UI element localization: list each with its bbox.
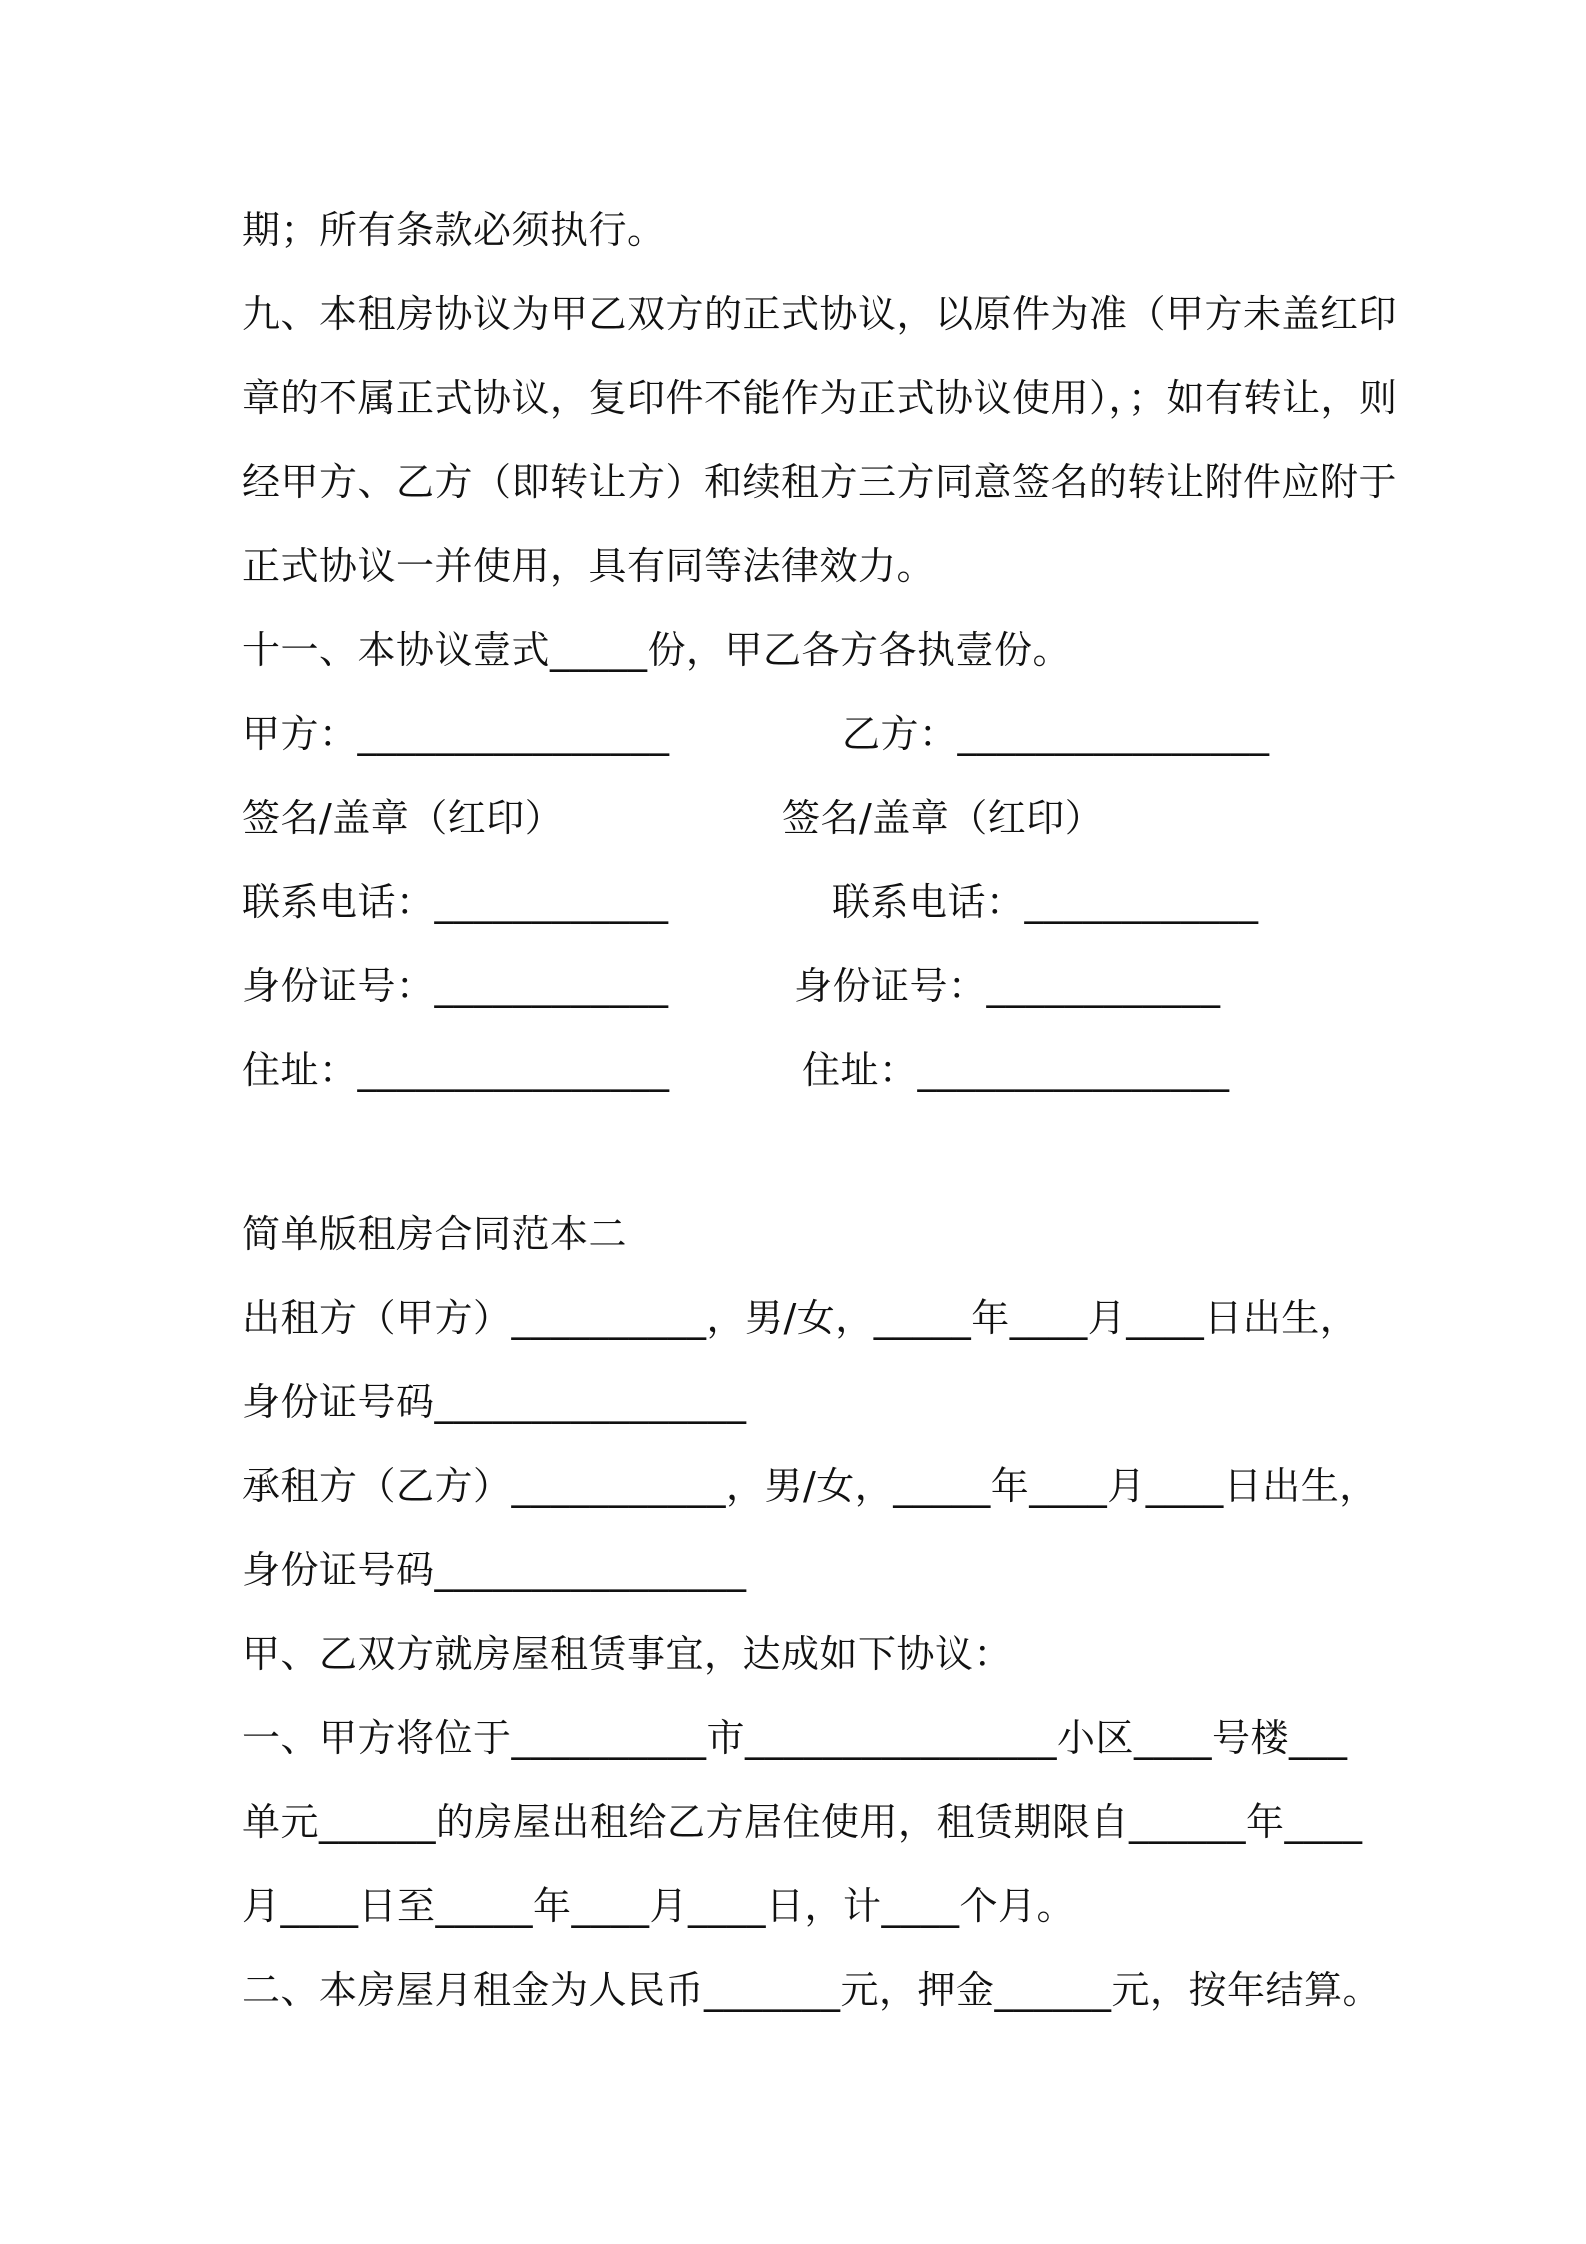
party-b-id: 身份证号：____________ <box>794 964 1221 1008</box>
party-a-phone: 联系电话：____________ <box>242 880 669 924</box>
clause-nine-line: 经甲方、乙方（即转让方）和续租方三方同意签名的转让附件应附于 <box>242 460 1398 504</box>
clause-one-line: 一、甲方将位于__________市________________小区____号楼___ <box>242 1716 1348 1760</box>
party-b-address: 住址：________________ <box>802 1048 1230 1092</box>
section-title: 简单版租房合同范本二 <box>242 1212 628 1256</box>
lessor-id-line: 身份证号码________________ <box>242 1380 747 1424</box>
lessor-line: 出租方（甲方）__________，男/女，_____年____月____日出生， <box>242 1296 1359 1340</box>
lessee-line: 承租方（乙方）___________，男/女，_____年____月____日出生， <box>242 1464 1378 1508</box>
clause-two-line: 二、本房屋月租金为人民币_______元，押金______元，按年结算。 <box>242 1968 1382 2012</box>
clause-one-line: 月____日至_____年____月____日，计____个月。 <box>242 1884 1076 1928</box>
party-a-id: 身份证号：____________ <box>242 964 669 1008</box>
clause-text-line: 期；所有条款必须执行。 <box>242 208 666 252</box>
party-a-sign: 签名/盖章（红印） <box>242 796 564 840</box>
clause-eleven-line: 十一、本协议壹式_____份，甲乙各方各执壹份。 <box>242 628 1072 672</box>
agreement-intro: 甲、乙双方就房屋租赁事宜，达成如下协议： <box>242 1632 1013 1676</box>
lessee-id-line: 身份证号码________________ <box>242 1548 747 1592</box>
party-b-phone: 联系电话：____________ <box>832 880 1259 924</box>
clause-nine-line: 正式协议一并使用，具有同等法律效力。 <box>242 544 936 588</box>
party-a-address: 住址：________________ <box>242 1048 670 1092</box>
party-b-name: 乙方：________________ <box>842 712 1270 756</box>
party-a-name: 甲方：________________ <box>242 712 670 756</box>
clause-one-line: 单元______的房屋出租给乙方居住使用，租赁期限自______年____ <box>242 1800 1363 1844</box>
clause-nine-line: 章的不属正式协议，复印件不能作为正式协议使用），；如有转让，则 <box>242 376 1398 420</box>
party-b-sign: 签名/盖章（红印） <box>782 796 1104 840</box>
clause-nine-line: 九、本租房协议为甲乙双方的正式协议，以原件为准（甲方未盖红印 <box>242 292 1398 336</box>
